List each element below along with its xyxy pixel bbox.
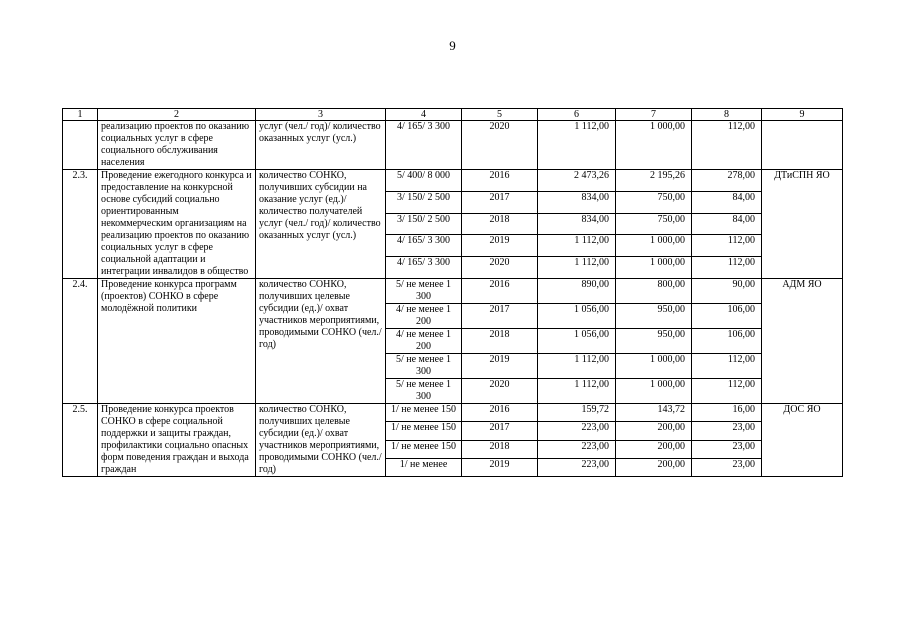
- regional-funding: 143,72: [616, 404, 692, 422]
- total-funding: 1 112,00: [538, 354, 616, 379]
- indicator-description: услуг (чел./ год)/ количество оказанных услуг (усл.): [256, 121, 386, 170]
- year: 2016: [462, 404, 538, 422]
- table-row: [63, 279, 843, 304]
- year: 2018: [462, 440, 538, 458]
- indicator-value: 4/ 165/ 3 300: [386, 257, 462, 279]
- regional-funding: 200,00: [616, 458, 692, 476]
- other-funding: 112,00: [692, 121, 762, 170]
- year: 2017: [462, 422, 538, 440]
- other-funding: 112,00: [692, 354, 762, 379]
- regional-funding: 750,00: [616, 191, 692, 213]
- executor: ДОС ЯО: [762, 404, 843, 477]
- regional-funding: 1 000,00: [616, 235, 692, 257]
- other-funding: 16,00: [692, 404, 762, 422]
- indicator-value: 5/ не менее 1 300: [386, 279, 462, 304]
- regional-funding: 800,00: [616, 279, 692, 304]
- year: 2016: [462, 170, 538, 192]
- regional-funding: 200,00: [616, 422, 692, 440]
- indicator-value: 3/ 150/ 2 500: [386, 191, 462, 213]
- total-funding: 1 056,00: [538, 304, 616, 329]
- table-row: [63, 170, 843, 192]
- indicator-value: 5/ 400/ 8 000: [386, 170, 462, 192]
- other-funding: 23,00: [692, 422, 762, 440]
- indicator-value: 4/ 165/ 3 300: [386, 235, 462, 257]
- other-funding: 84,00: [692, 191, 762, 213]
- regional-funding: 750,00: [616, 213, 692, 235]
- year: 2017: [462, 304, 538, 329]
- indicator-value: 3/ 150/ 2 500: [386, 213, 462, 235]
- total-funding: 223,00: [538, 440, 616, 458]
- other-funding: 112,00: [692, 379, 762, 404]
- year: 2020: [462, 257, 538, 279]
- other-funding: 23,00: [692, 440, 762, 458]
- column-number-6: 6: [538, 109, 616, 121]
- column-number-1: 1: [63, 109, 98, 121]
- year: 2018: [462, 329, 538, 354]
- other-funding: 84,00: [692, 213, 762, 235]
- total-funding: 1 112,00: [538, 379, 616, 404]
- column-number-8: 8: [692, 109, 762, 121]
- total-funding: 159,72: [538, 404, 616, 422]
- indicator-value: 5/ не менее 1 300: [386, 379, 462, 404]
- indicator-value: 1/ не менее 150: [386, 440, 462, 458]
- indicator-value: 4/ не менее 1 200: [386, 329, 462, 354]
- table-body: [63, 121, 843, 477]
- other-funding: 23,00: [692, 458, 762, 476]
- indicator-description: количество СОНКО, получивших целевые субсидии (ед.)/ охват участников мероприятиями, проводимыми СОНКО (чел./ год): [256, 279, 386, 404]
- regional-funding: 2 195,26: [616, 170, 692, 192]
- column-number-row: [63, 109, 843, 121]
- activity-description: реализацию проектов по оказанию социальных услуг в сфере социального обслуживания населения: [98, 121, 256, 170]
- page-number: 9: [449, 38, 456, 53]
- year: 2019: [462, 235, 538, 257]
- column-number-4: 4: [386, 109, 462, 121]
- table-row: [63, 404, 843, 422]
- other-funding: 112,00: [692, 257, 762, 279]
- year: 2020: [462, 121, 538, 170]
- total-funding: 1 056,00: [538, 329, 616, 354]
- indicator-value: 1/ не менее 150: [386, 404, 462, 422]
- year: 2020: [462, 379, 538, 404]
- total-funding: 890,00: [538, 279, 616, 304]
- row-number: 2.4.: [63, 279, 98, 404]
- regional-funding: 1 000,00: [616, 354, 692, 379]
- year: 2018: [462, 213, 538, 235]
- row-number: 2.5.: [63, 404, 98, 477]
- indicator-value: 1/ не менее: [386, 458, 462, 476]
- other-funding: 112,00: [692, 235, 762, 257]
- total-funding: 1 112,00: [538, 257, 616, 279]
- regional-funding: 1 000,00: [616, 379, 692, 404]
- year: 2019: [462, 354, 538, 379]
- executor: АДМ ЯО: [762, 279, 843, 404]
- total-funding: 2 473,26: [538, 170, 616, 192]
- activity-description: Проведение ежегодного конкурса и предоставление на конкурсной основе субсидий социально ориентированным некоммерческим организациям на реализацию проектов по оказанию социальных услуг в сфере социальной адаптации и интеграции инвалидов в общество: [98, 170, 256, 279]
- total-funding: 1 112,00: [538, 235, 616, 257]
- total-funding: 1 112,00: [538, 121, 616, 170]
- executor: [762, 121, 843, 170]
- indicator-value: 1/ не менее 150: [386, 422, 462, 440]
- year: 2016: [462, 279, 538, 304]
- other-funding: 90,00: [692, 279, 762, 304]
- column-number-5: 5: [462, 109, 538, 121]
- indicator-description: количество СОНКО, получивших субсидии на оказание услуг (ед.)/ количество получателей услуг (чел./ год)/ количество оказанных услуг (усл.): [256, 170, 386, 279]
- regional-funding: 200,00: [616, 440, 692, 458]
- other-funding: 106,00: [692, 304, 762, 329]
- row-number: [63, 121, 98, 170]
- total-funding: 223,00: [538, 422, 616, 440]
- regional-funding: 1 000,00: [616, 257, 692, 279]
- total-funding: 834,00: [538, 191, 616, 213]
- indicator-value: 5/ не менее 1 300: [386, 354, 462, 379]
- total-funding: 834,00: [538, 213, 616, 235]
- regional-funding: 1 000,00: [616, 121, 692, 170]
- year: 2017: [462, 191, 538, 213]
- other-funding: 278,00: [692, 170, 762, 192]
- column-number-2: 2: [98, 109, 256, 121]
- executor: ДТиСПН ЯО: [762, 170, 843, 279]
- indicator-value: 4/ 165/ 3 300: [386, 121, 462, 170]
- year: 2019: [462, 458, 538, 476]
- activity-description: Проведение конкурса программ (проектов) СОНКО в сфере молодёжной политики: [98, 279, 256, 404]
- regional-funding: 950,00: [616, 329, 692, 354]
- row-number: 2.3.: [63, 170, 98, 279]
- indicator-value: 4/ не менее 1 200: [386, 304, 462, 329]
- column-number-9: 9: [762, 109, 843, 121]
- column-number-7: 7: [616, 109, 692, 121]
- regional-funding: 950,00: [616, 304, 692, 329]
- activity-description: Проведение конкурса проектов СОНКО в сфере социальной поддержки и защиты граждан, профилактики социально опасных форм поведения граждан и выхода граждан: [98, 404, 256, 477]
- table-row: [63, 121, 843, 170]
- program-activities-table: [62, 108, 843, 477]
- column-number-3: 3: [256, 109, 386, 121]
- total-funding: 223,00: [538, 458, 616, 476]
- indicator-description: количество СОНКО, получивших целевые субсидии (ед.)/ охват участников мероприятиями, проводимыми СОНКО (чел./ год): [256, 404, 386, 477]
- other-funding: 106,00: [692, 329, 762, 354]
